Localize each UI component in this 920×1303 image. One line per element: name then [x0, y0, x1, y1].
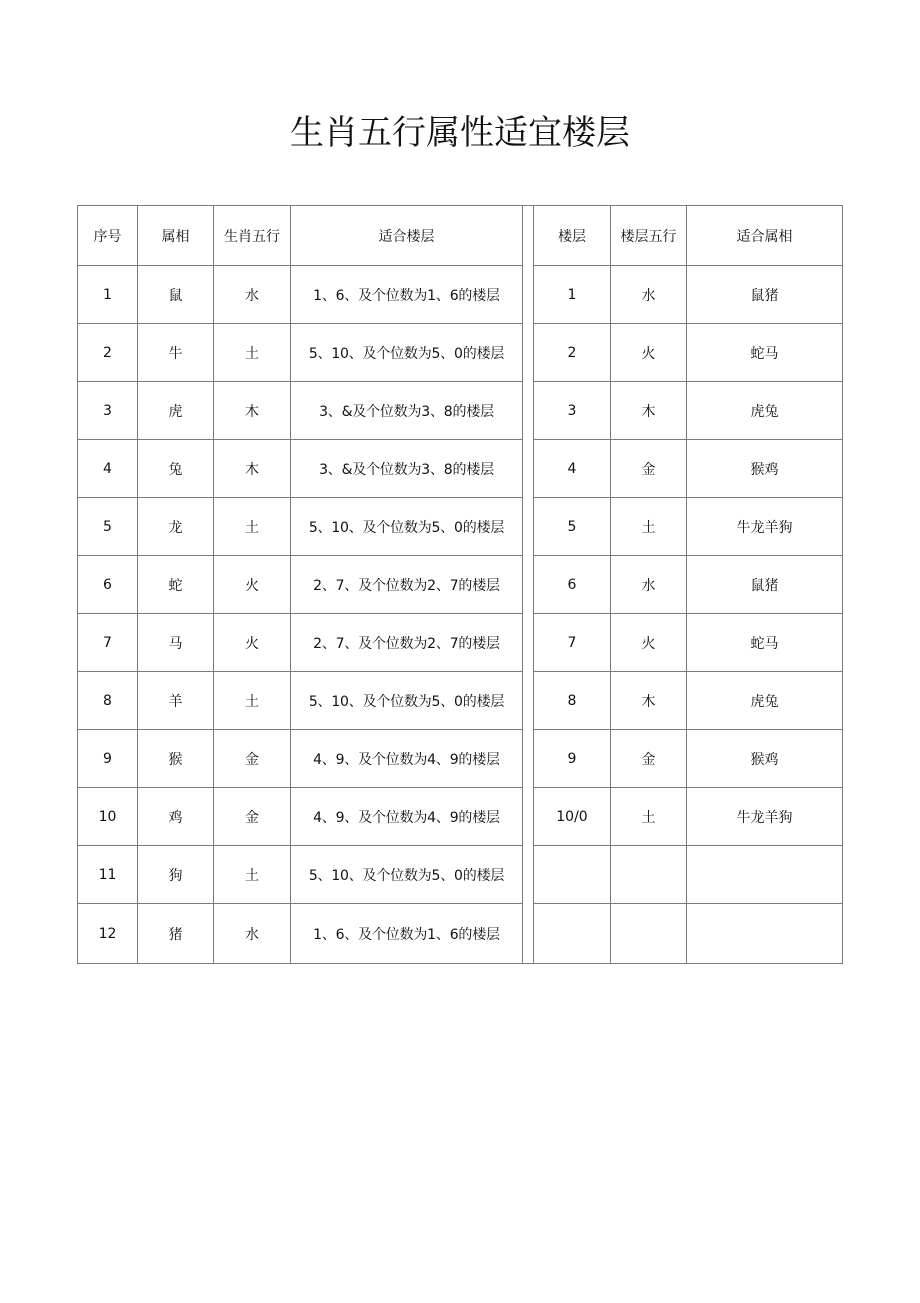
cell-no: 5: [78, 498, 138, 556]
cell-floor: 4: [534, 440, 611, 498]
cell-suitable-animals: 虎兔: [687, 382, 843, 440]
cell-floor-element: 金: [611, 440, 687, 498]
cell-floor-element: [611, 846, 687, 904]
cell-animal: 羊: [138, 672, 214, 730]
table-row: [78, 904, 843, 964]
cell-floor: 5: [534, 498, 611, 556]
cell-animal: 猴: [138, 730, 214, 788]
cell-suitable-animals: [687, 846, 843, 904]
cell-zodiac-element: 金: [214, 788, 291, 846]
header-cell-no: 序号: [78, 206, 138, 266]
cell-floor: 2: [534, 324, 611, 382]
table-row: [78, 498, 843, 556]
cell-floor-element: 火: [611, 614, 687, 672]
cell-animal: 蛇: [138, 556, 214, 614]
cell-floor: 9: [534, 730, 611, 788]
cell-suitable-animals: 牛龙羊狗: [687, 498, 843, 556]
cell-floor: 10/0: [534, 788, 611, 846]
cell-floor-element: 土: [611, 498, 687, 556]
cell-floor-element: [611, 904, 687, 964]
cell-suitable-floors: 3、&及个位数为3、8的楼层: [291, 440, 523, 498]
cell-suitable-animals: 蛇马: [687, 324, 843, 382]
cell-suitable-floors: 1、6、及个位数为1、6的楼层: [291, 266, 523, 324]
column-gap: [523, 206, 534, 266]
column-gap: [523, 556, 534, 614]
cell-animal: 龙: [138, 498, 214, 556]
column-gap: [523, 846, 534, 904]
table-row: [78, 730, 843, 788]
cell-zodiac-element: 水: [214, 266, 291, 324]
cell-zodiac-element: 土: [214, 672, 291, 730]
column-gap: [523, 382, 534, 440]
cell-suitable-animals: 猴鸡: [687, 730, 843, 788]
table-row: [78, 556, 843, 614]
table-row: [78, 382, 843, 440]
header-cell-zodiac-element: 生肖五行: [214, 206, 291, 266]
cell-suitable-floors: 5、10、及个位数为5、0的楼层: [291, 672, 523, 730]
column-gap: [523, 440, 534, 498]
cell-suitable-floors: 5、10、及个位数为5、0的楼层: [291, 498, 523, 556]
table-row: [78, 614, 843, 672]
column-gap: [523, 498, 534, 556]
header-cell-animal: 属相: [138, 206, 214, 266]
column-gap: [523, 904, 534, 964]
cell-no: 12: [78, 904, 138, 964]
table-row: [78, 266, 843, 324]
column-gap: [523, 614, 534, 672]
cell-suitable-floors: 4、9、及个位数为4、9的楼层: [291, 730, 523, 788]
cell-suitable-floors: 1、6、及个位数为1、6的楼层: [291, 904, 523, 964]
cell-no: 3: [78, 382, 138, 440]
column-gap: [523, 672, 534, 730]
cell-suitable-floors: 4、9、及个位数为4、9的楼层: [291, 788, 523, 846]
cell-floor-element: 金: [611, 730, 687, 788]
table-row: [78, 846, 843, 904]
cell-zodiac-element: 土: [214, 498, 291, 556]
table-row: [78, 788, 843, 846]
cell-zodiac-element: 木: [214, 440, 291, 498]
cell-animal: 牛: [138, 324, 214, 382]
cell-floor: [534, 904, 611, 964]
header-cell-floor-element: 楼层五行: [611, 206, 687, 266]
cell-suitable-animals: 牛龙羊狗: [687, 788, 843, 846]
cell-floor-element: 土: [611, 788, 687, 846]
page-title: 生肖五行属性适宜楼层: [290, 113, 630, 153]
cell-no: 10: [78, 788, 138, 846]
cell-zodiac-element: 木: [214, 382, 291, 440]
cell-suitable-animals: 猴鸡: [687, 440, 843, 498]
cell-no: 8: [78, 672, 138, 730]
cell-suitable-animals: 虎兔: [687, 672, 843, 730]
table-row: [78, 672, 843, 730]
cell-no: 1: [78, 266, 138, 324]
cell-animal: 狗: [138, 846, 214, 904]
cell-no: 6: [78, 556, 138, 614]
cell-floor-element: 水: [611, 556, 687, 614]
cell-floor: 1: [534, 266, 611, 324]
cell-animal: 兔: [138, 440, 214, 498]
cell-no: 11: [78, 846, 138, 904]
column-gap: [523, 266, 534, 324]
cell-animal: 猪: [138, 904, 214, 964]
cell-zodiac-element: 火: [214, 614, 291, 672]
column-gap: [523, 324, 534, 382]
cell-floor: 3: [534, 382, 611, 440]
cell-no: 2: [78, 324, 138, 382]
cell-floor: 8: [534, 672, 611, 730]
cell-zodiac-element: 水: [214, 904, 291, 964]
zodiac-floor-table: [77, 205, 843, 964]
cell-no: 7: [78, 614, 138, 672]
cell-suitable-animals: 鼠猪: [687, 266, 843, 324]
cell-no: 4: [78, 440, 138, 498]
cell-animal: 马: [138, 614, 214, 672]
cell-zodiac-element: 金: [214, 730, 291, 788]
cell-floor-element: 木: [611, 672, 687, 730]
cell-suitable-animals: [687, 904, 843, 964]
cell-suitable-floors: 3、&及个位数为3、8的楼层: [291, 382, 523, 440]
cell-suitable-floors: 2、7、及个位数为2、7的楼层: [291, 614, 523, 672]
cell-animal: 虎: [138, 382, 214, 440]
cell-suitable-floors: 2、7、及个位数为2、7的楼层: [291, 556, 523, 614]
header-cell-suitable-animals: 适合属相: [687, 206, 843, 266]
header-cell-floor: 楼层: [534, 206, 611, 266]
header-cell-suitable-floors: 适合楼层: [291, 206, 523, 266]
cell-floor-element: 木: [611, 382, 687, 440]
column-gap: [523, 730, 534, 788]
cell-animal: 鸡: [138, 788, 214, 846]
column-gap: [523, 788, 534, 846]
cell-floor: 6: [534, 556, 611, 614]
table-row: [78, 440, 843, 498]
cell-suitable-floors: 5、10、及个位数为5、0的楼层: [291, 324, 523, 382]
cell-floor-element: 火: [611, 324, 687, 382]
cell-suitable-floors: 5、10、及个位数为5、0的楼层: [291, 846, 523, 904]
table-row: [78, 324, 843, 382]
cell-suitable-animals: 蛇马: [687, 614, 843, 672]
cell-zodiac-element: 火: [214, 556, 291, 614]
cell-floor: 7: [534, 614, 611, 672]
cell-floor-element: 水: [611, 266, 687, 324]
cell-no: 9: [78, 730, 138, 788]
cell-animal: 鼠: [138, 266, 214, 324]
header-row: [78, 206, 843, 266]
cell-zodiac-element: 土: [214, 846, 291, 904]
cell-floor: [534, 846, 611, 904]
cell-suitable-animals: 鼠猪: [687, 556, 843, 614]
cell-zodiac-element: 土: [214, 324, 291, 382]
